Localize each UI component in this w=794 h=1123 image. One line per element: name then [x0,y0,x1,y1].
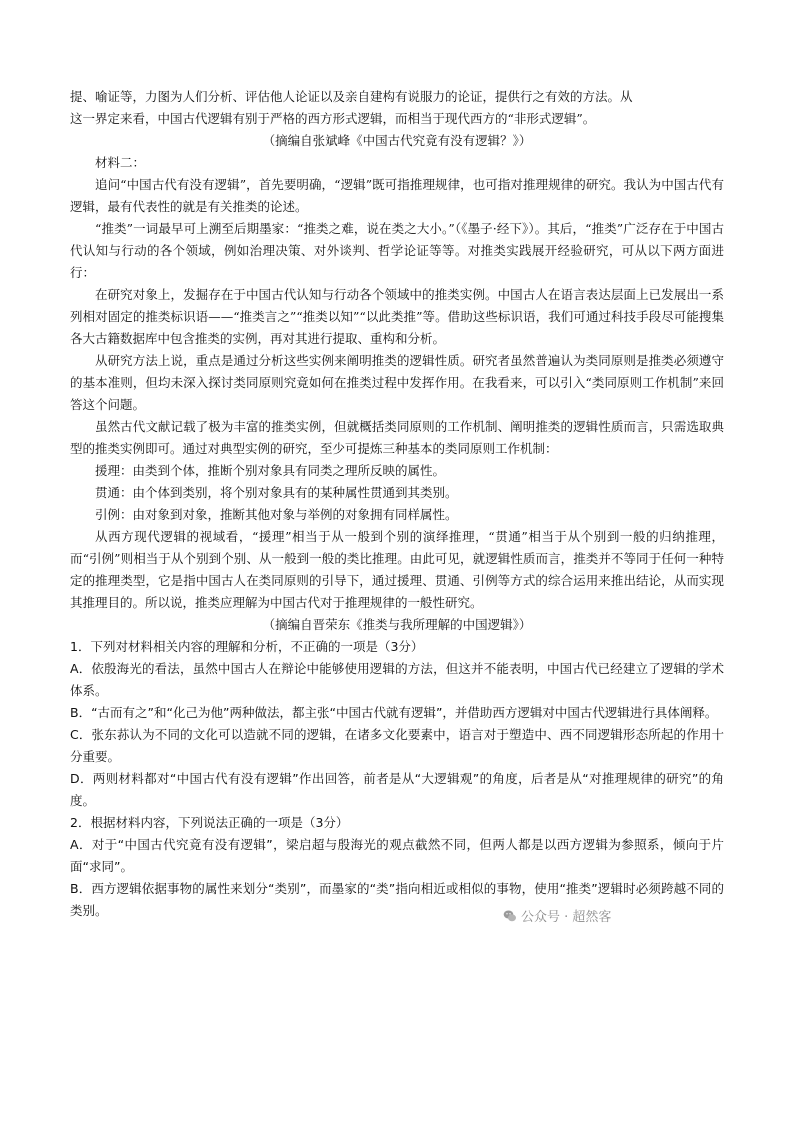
material2-paragraph: 追问“中国古代有没有逻辑”，首先要明确，“逻辑”既可指推理规律，也可指对推理规律的研究。我认为中国古代有逻辑，最有代表性的就是有关推类的论述。 [70,177,724,214]
material1-source: （摘编自张斌峰《中国古代究竟有没有逻辑？》） [262,133,532,148]
mechanism-item: 引例：由对象到对象，推断其他对象与举例的对象拥有同样属性。 [95,507,458,522]
material1-tail-line1: 提、喻证等，力图为人们分析、评估他人论证以及亲自建构有说服力的论证，提供行之有效的方法。从 [70,89,633,104]
material2-paragraph: 在研究对象上，发掘存在于中国古代认知与行动各个领域中的推类实例。中国古人在语言表达层面上已发展出一系列相对固定的推类标识语——“推类言之”“推类以知”“以此类推”等。借助这些标识语，我们可通过科技手段尽可能搜集各大古籍数据库中包含推类的实例，再对其进行提取、重构和分析。 [70,287,724,346]
document-body [70,86,724,922]
mechanism-item: 援理：由类到个体，推断个别对象具有同类之理所反映的属性。 [95,463,446,478]
question-2-option-a: A．对于“中国古代究竟有没有逻辑”，梁启超与殷海光的观点截然不同，但两人都是以西方逻辑为参照系，倾向于片面“求同”。 [70,837,724,874]
question-1-stem: 1．下列对材料相关内容的理解和分析，不正确的一项是（3分） [70,639,424,654]
question-2-option-b: B．西方逻辑依据事物的属性来划分“类别”，而墨家的“类”指向相近或相似的事物，使用“推类”逻辑时必须跨越不同的类别。 [70,881,724,918]
material2-paragraph: 从研究方法上说，重点是通过分析这些实例来阐明推类的逻辑性质。研究者虽然普遍认为类同原则是推类必须遵守的基本准则，但均未深入探讨类同原则究竟如何在推类过程中发挥作用。在我看来，可以引入“类同原则工作机制”来回答这个问题。 [70,353,724,412]
material2-paragraph: 虽然古代文献记载了极为丰富的推类实例，但就概括类同原则的工作机制、阐明推类的逻辑性质而言，只需选取典型的推类实例即可。通过对典型实例的研究，至少可提炼三种基本的类同原则工作机制： [70,419,724,456]
mechanism-item: 贯通：由个体到类别，将个别对象具有的某种属性贯通到其类别。 [95,485,458,500]
material2-conclusion: 从西方现代逻辑的视域看，“援理”相当于从一般到个别的演绎推理，“贯通”相当于从个别到一般的归纳推理，而“引例”则相当于从个别到个别、从一般到一般的类比推理。由此可见，就逻辑性质而言，推类并不等同于任何一种特定的推理类型，它是指中国古人在类同原则的引导下，通过援理、贯通、引例等方式的综合运用来推出结论，从而实现其推理目的。所以说，推类应理解为中国古代对于推理规律的一般性研究。 [70,529,724,610]
watermark-text: 公众号 · 超然客 [521,910,612,925]
question-1-option-b: B．“古而有之”和“化己为他”两种做法，都主张“中国古代就有逻辑”，并借助西方逻辑对中国古代逻辑进行具体阐释。 [70,705,718,720]
question-2-stem: 2．根据材料内容，下列说法正确的一项是（3分） [70,815,349,830]
wechat-icon [503,909,517,923]
material2-paragraph: “推类”一词最早可上溯至后期墨家：“推类之难，说在类之大小。”（《墨子·经下》）。其后，“推类”广泛存在于中国古代认知与行动的各个领域，例如治理决策、对外谈判、哲学论证等等。对推类实践展开经验研究，可从以下两方面进行： [70,221,724,280]
material2-source: （摘编自晋荣东《推类与我所理解的中国逻辑》） [262,617,532,632]
watermark [503,906,611,925]
question-1-option-a: A．依殷海光的看法，虽然中国古人在辩论中能够使用逻辑的方法，但这并不能表明，中国古代已经建立了逻辑的学术体系。 [70,661,724,698]
material2-label: 材料二： [95,155,146,170]
question-1-option-d: D．两则材料都对“中国古代有没有逻辑”作出回答，前者是从“大逻辑观”的角度，后者是从“对推理规律的研究”的角度。 [70,771,724,808]
question-1-option-c: C．张东荪认为不同的文化可以造就不同的逻辑，在诸多文化要素中，语言对于塑造中、西不同逻辑形态所起的作用十分重要。 [70,727,724,764]
material1-tail-line2: 这一界定来看，中国古代逻辑有别于严格的西方形式逻辑，而相当于现代西方的“非形式逻辑”。 [70,111,596,126]
